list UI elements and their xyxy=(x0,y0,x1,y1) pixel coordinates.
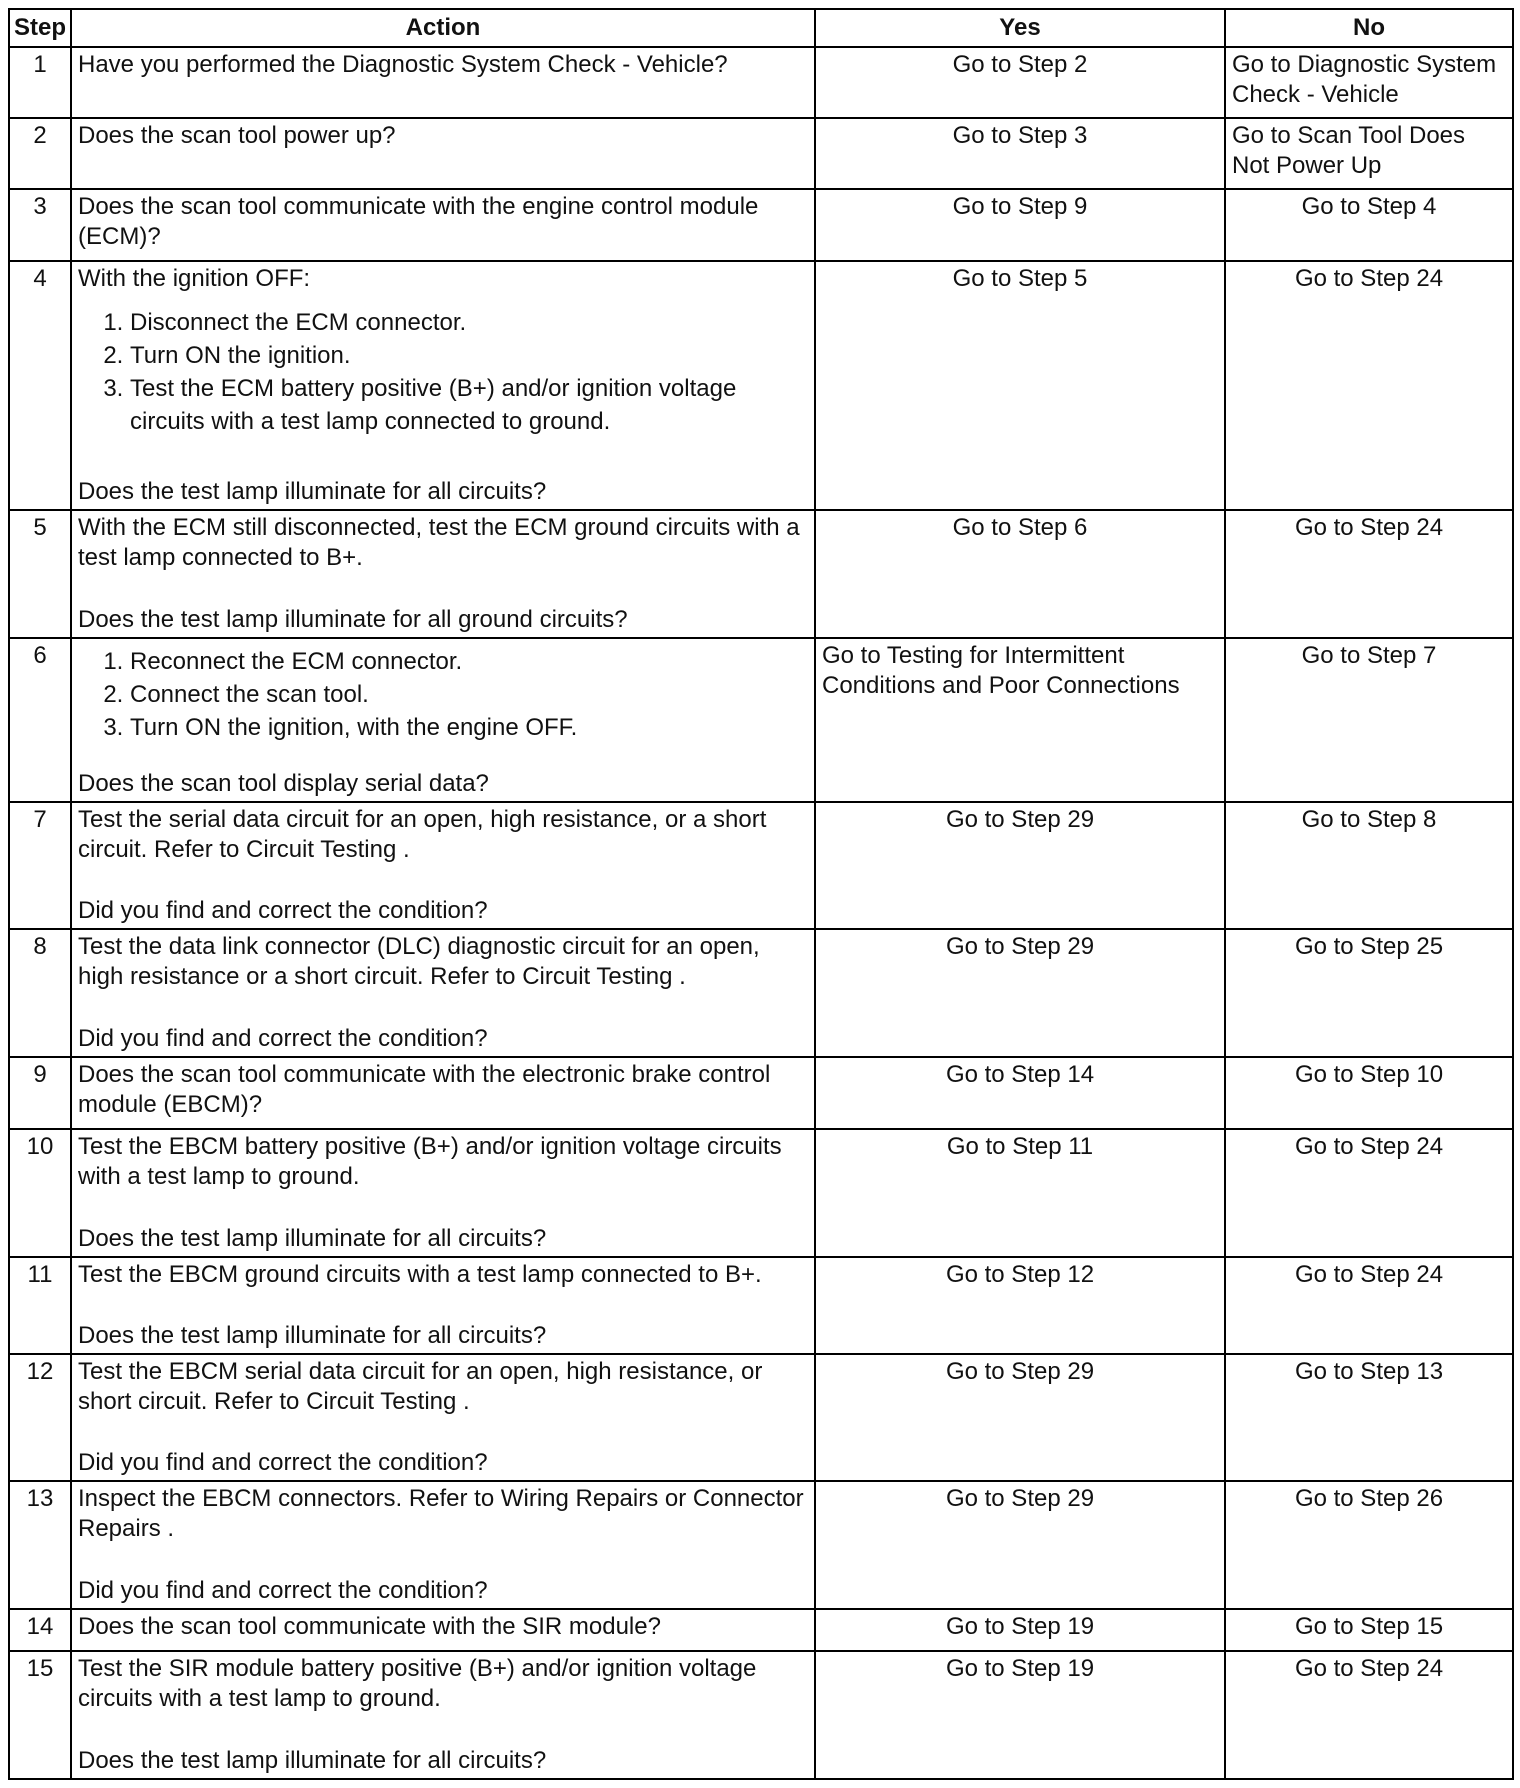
yes-cell: Go to Step 19 xyxy=(815,1651,1225,1779)
no-cell: Go to Step 13 xyxy=(1225,1354,1513,1481)
action-text: Have you performed the Diagnostic System Check - Vehicle? xyxy=(78,51,728,78)
step-number: 4 xyxy=(9,261,71,510)
table-row xyxy=(9,510,1513,637)
action-question: Did you find and correct the condition? xyxy=(78,897,488,925)
no-cell: Go to Step 7 xyxy=(1225,638,1513,802)
substep: 2. Connect the scan tool. xyxy=(130,678,808,711)
step-number: 8 xyxy=(9,929,71,1056)
action-intro: With the ECM still disconnected, test the ECM ground circuits with a test lamp connected to B+. xyxy=(78,514,800,572)
step-number: 3 xyxy=(9,189,71,262)
table-row xyxy=(9,261,1513,510)
action-question: Does the test lamp illuminate for all circuits? xyxy=(78,1747,547,1774)
action-cell xyxy=(71,189,815,262)
yes-cell: Go to Step 6 xyxy=(815,510,1225,637)
step-number: 5 xyxy=(9,510,71,637)
no-cell: Go to Step 24 xyxy=(1225,1257,1513,1354)
action-intro: Test the data link connector (DLC) diagnostic circuit for an open, high resistance or a short circuit. Refer to Circuit Testing . xyxy=(78,933,760,991)
no-cell: Go to Diagnostic System Check - Vehicle xyxy=(1225,47,1513,118)
table-row xyxy=(9,1257,1513,1354)
action-cell xyxy=(71,1481,815,1608)
table-row xyxy=(9,1057,1513,1130)
step-number: 15 xyxy=(9,1651,71,1779)
step-number: 10 xyxy=(9,1129,71,1256)
action-intro: Test the serial data circuit for an open, high resistance, or a short circuit. Refer to Circuit Testing . xyxy=(78,805,767,863)
action-question: Does the scan tool display serial data? xyxy=(78,769,489,797)
yes-cell: Go to Step 9 xyxy=(815,189,1225,262)
action-intro: Inspect the EBCM connectors. Refer to Wiring Repairs or Connector Repairs . xyxy=(78,1485,804,1543)
yes-cell: Go to Step 29 xyxy=(815,1354,1225,1481)
table-row xyxy=(9,1651,1513,1779)
step-number: 7 xyxy=(9,802,71,929)
yes-cell: Go to Step 29 xyxy=(815,1481,1225,1608)
action-cell xyxy=(71,510,815,637)
yes-cell: Go to Step 14 xyxy=(815,1057,1225,1130)
step-number: 14 xyxy=(9,1609,71,1651)
action-question: Does the test lamp illuminate for all circuits? xyxy=(78,1322,547,1350)
step-number: 1 xyxy=(9,47,71,118)
table-row xyxy=(9,118,1513,189)
step-number: 13 xyxy=(9,1481,71,1608)
table-row xyxy=(9,929,1513,1056)
no-cell: Go to Scan Tool Does Not Power Up xyxy=(1225,118,1513,189)
action-intro: Test the SIR module battery positive (B+) and/or ignition voltage circuits with a test lamp to ground. xyxy=(78,1655,757,1713)
no-cell: Go to Step 24 xyxy=(1225,1129,1513,1256)
table-row xyxy=(9,1481,1513,1608)
table-row xyxy=(9,189,1513,262)
substep: 2. Turn ON the ignition. xyxy=(130,339,808,372)
no-cell: Go to Step 8 xyxy=(1225,802,1513,929)
action-cell xyxy=(71,802,815,929)
step-number: 9 xyxy=(9,1057,71,1130)
table-row xyxy=(9,1129,1513,1256)
action-intro: Test the EBCM ground circuits with a test lamp connected to B+. xyxy=(78,1260,762,1288)
action-cell xyxy=(71,118,815,189)
no-cell: Go to Step 4 xyxy=(1225,189,1513,262)
action-cell xyxy=(71,1651,815,1779)
table-row xyxy=(9,802,1513,929)
diagnostic-table xyxy=(8,8,1514,1780)
step-number: 12 xyxy=(9,1354,71,1481)
action-cell xyxy=(71,1354,815,1481)
substep-list xyxy=(78,306,808,438)
action-intro: Test the EBCM battery positive (B+) and/or ignition voltage circuits with a test lamp to ground. xyxy=(78,1133,782,1191)
no-cell: Go to Step 10 xyxy=(1225,1057,1513,1130)
header-step: Step xyxy=(9,9,71,47)
action-question: Did you find and correct the condition? xyxy=(78,1576,488,1604)
action-cell xyxy=(71,1129,815,1256)
header-action: Action xyxy=(71,9,815,47)
action-question: Did you find and correct the condition? xyxy=(78,1449,488,1477)
yes-cell: Go to Step 29 xyxy=(815,802,1225,929)
substep: 3. Test the ECM battery positive (B+) and/or ignition voltage circuits with a test lamp connected to ground. xyxy=(130,372,808,438)
no-cell: Go to Step 24 xyxy=(1225,1651,1513,1779)
action-question: Does the test lamp illuminate for all circuits? xyxy=(78,1224,547,1252)
yes-cell: Go to Step 12 xyxy=(815,1257,1225,1354)
action-question: Did you find and correct the condition? xyxy=(78,1024,488,1052)
yes-cell: Go to Step 29 xyxy=(815,929,1225,1056)
action-text: Does the scan tool communicate with the SIR module? xyxy=(78,1612,661,1640)
table-row xyxy=(9,47,1513,118)
action-intro: Test the EBCM serial data circuit for an open, high resistance, or short circuit. Refer to Circuit Testing . xyxy=(78,1358,763,1416)
substep: 1. Reconnect the ECM connector. xyxy=(130,645,808,678)
action-text: Does the scan tool communicate with the electronic brake control module (EBCM)? xyxy=(78,1060,771,1118)
yes-cell: Go to Step 19 xyxy=(815,1609,1225,1651)
header-no: No xyxy=(1225,9,1513,47)
yes-cell: Go to Step 11 xyxy=(815,1129,1225,1256)
action-question: Does the test lamp illuminate for all circuits? xyxy=(78,478,547,506)
yes-cell: Go to Step 5 xyxy=(815,261,1225,510)
substep-list xyxy=(78,645,808,744)
yes-cell: Go to Testing for Intermittent Conditions and Poor Connections xyxy=(815,638,1225,802)
action-cell xyxy=(71,1609,815,1651)
no-cell: Go to Step 24 xyxy=(1225,510,1513,637)
step-number: 2 xyxy=(9,118,71,189)
action-question: Does the test lamp illuminate for all ground circuits? xyxy=(78,605,628,633)
table-row xyxy=(9,1609,1513,1651)
action-cell xyxy=(71,1057,815,1130)
action-cell xyxy=(71,638,815,802)
action-cell xyxy=(71,1257,815,1354)
substep: 1. Disconnect the ECM connector. xyxy=(130,306,808,339)
no-cell: Go to Step 24 xyxy=(1225,261,1513,510)
action-cell xyxy=(71,47,815,118)
header-yes: Yes xyxy=(815,9,1225,47)
action-cell xyxy=(71,261,815,510)
substep: 3. Turn ON the ignition, with the engine OFF. xyxy=(130,711,808,744)
no-cell: Go to Step 25 xyxy=(1225,929,1513,1056)
no-cell: Go to Step 15 xyxy=(1225,1609,1513,1651)
yes-cell: Go to Step 2 xyxy=(815,47,1225,118)
table-row xyxy=(9,1354,1513,1481)
action-text: Does the scan tool power up? xyxy=(78,121,396,149)
action-text: Does the scan tool communicate with the engine control module (ECM)? xyxy=(78,192,759,250)
no-cell: Go to Step 26 xyxy=(1225,1481,1513,1608)
yes-cell: Go to Step 3 xyxy=(815,118,1225,189)
step-number: 11 xyxy=(9,1257,71,1354)
step-number: 6 xyxy=(9,638,71,802)
action-cell xyxy=(71,929,815,1056)
table-header-row xyxy=(9,9,1513,47)
table-row xyxy=(9,638,1513,802)
action-intro: With the ignition OFF: xyxy=(78,265,311,293)
